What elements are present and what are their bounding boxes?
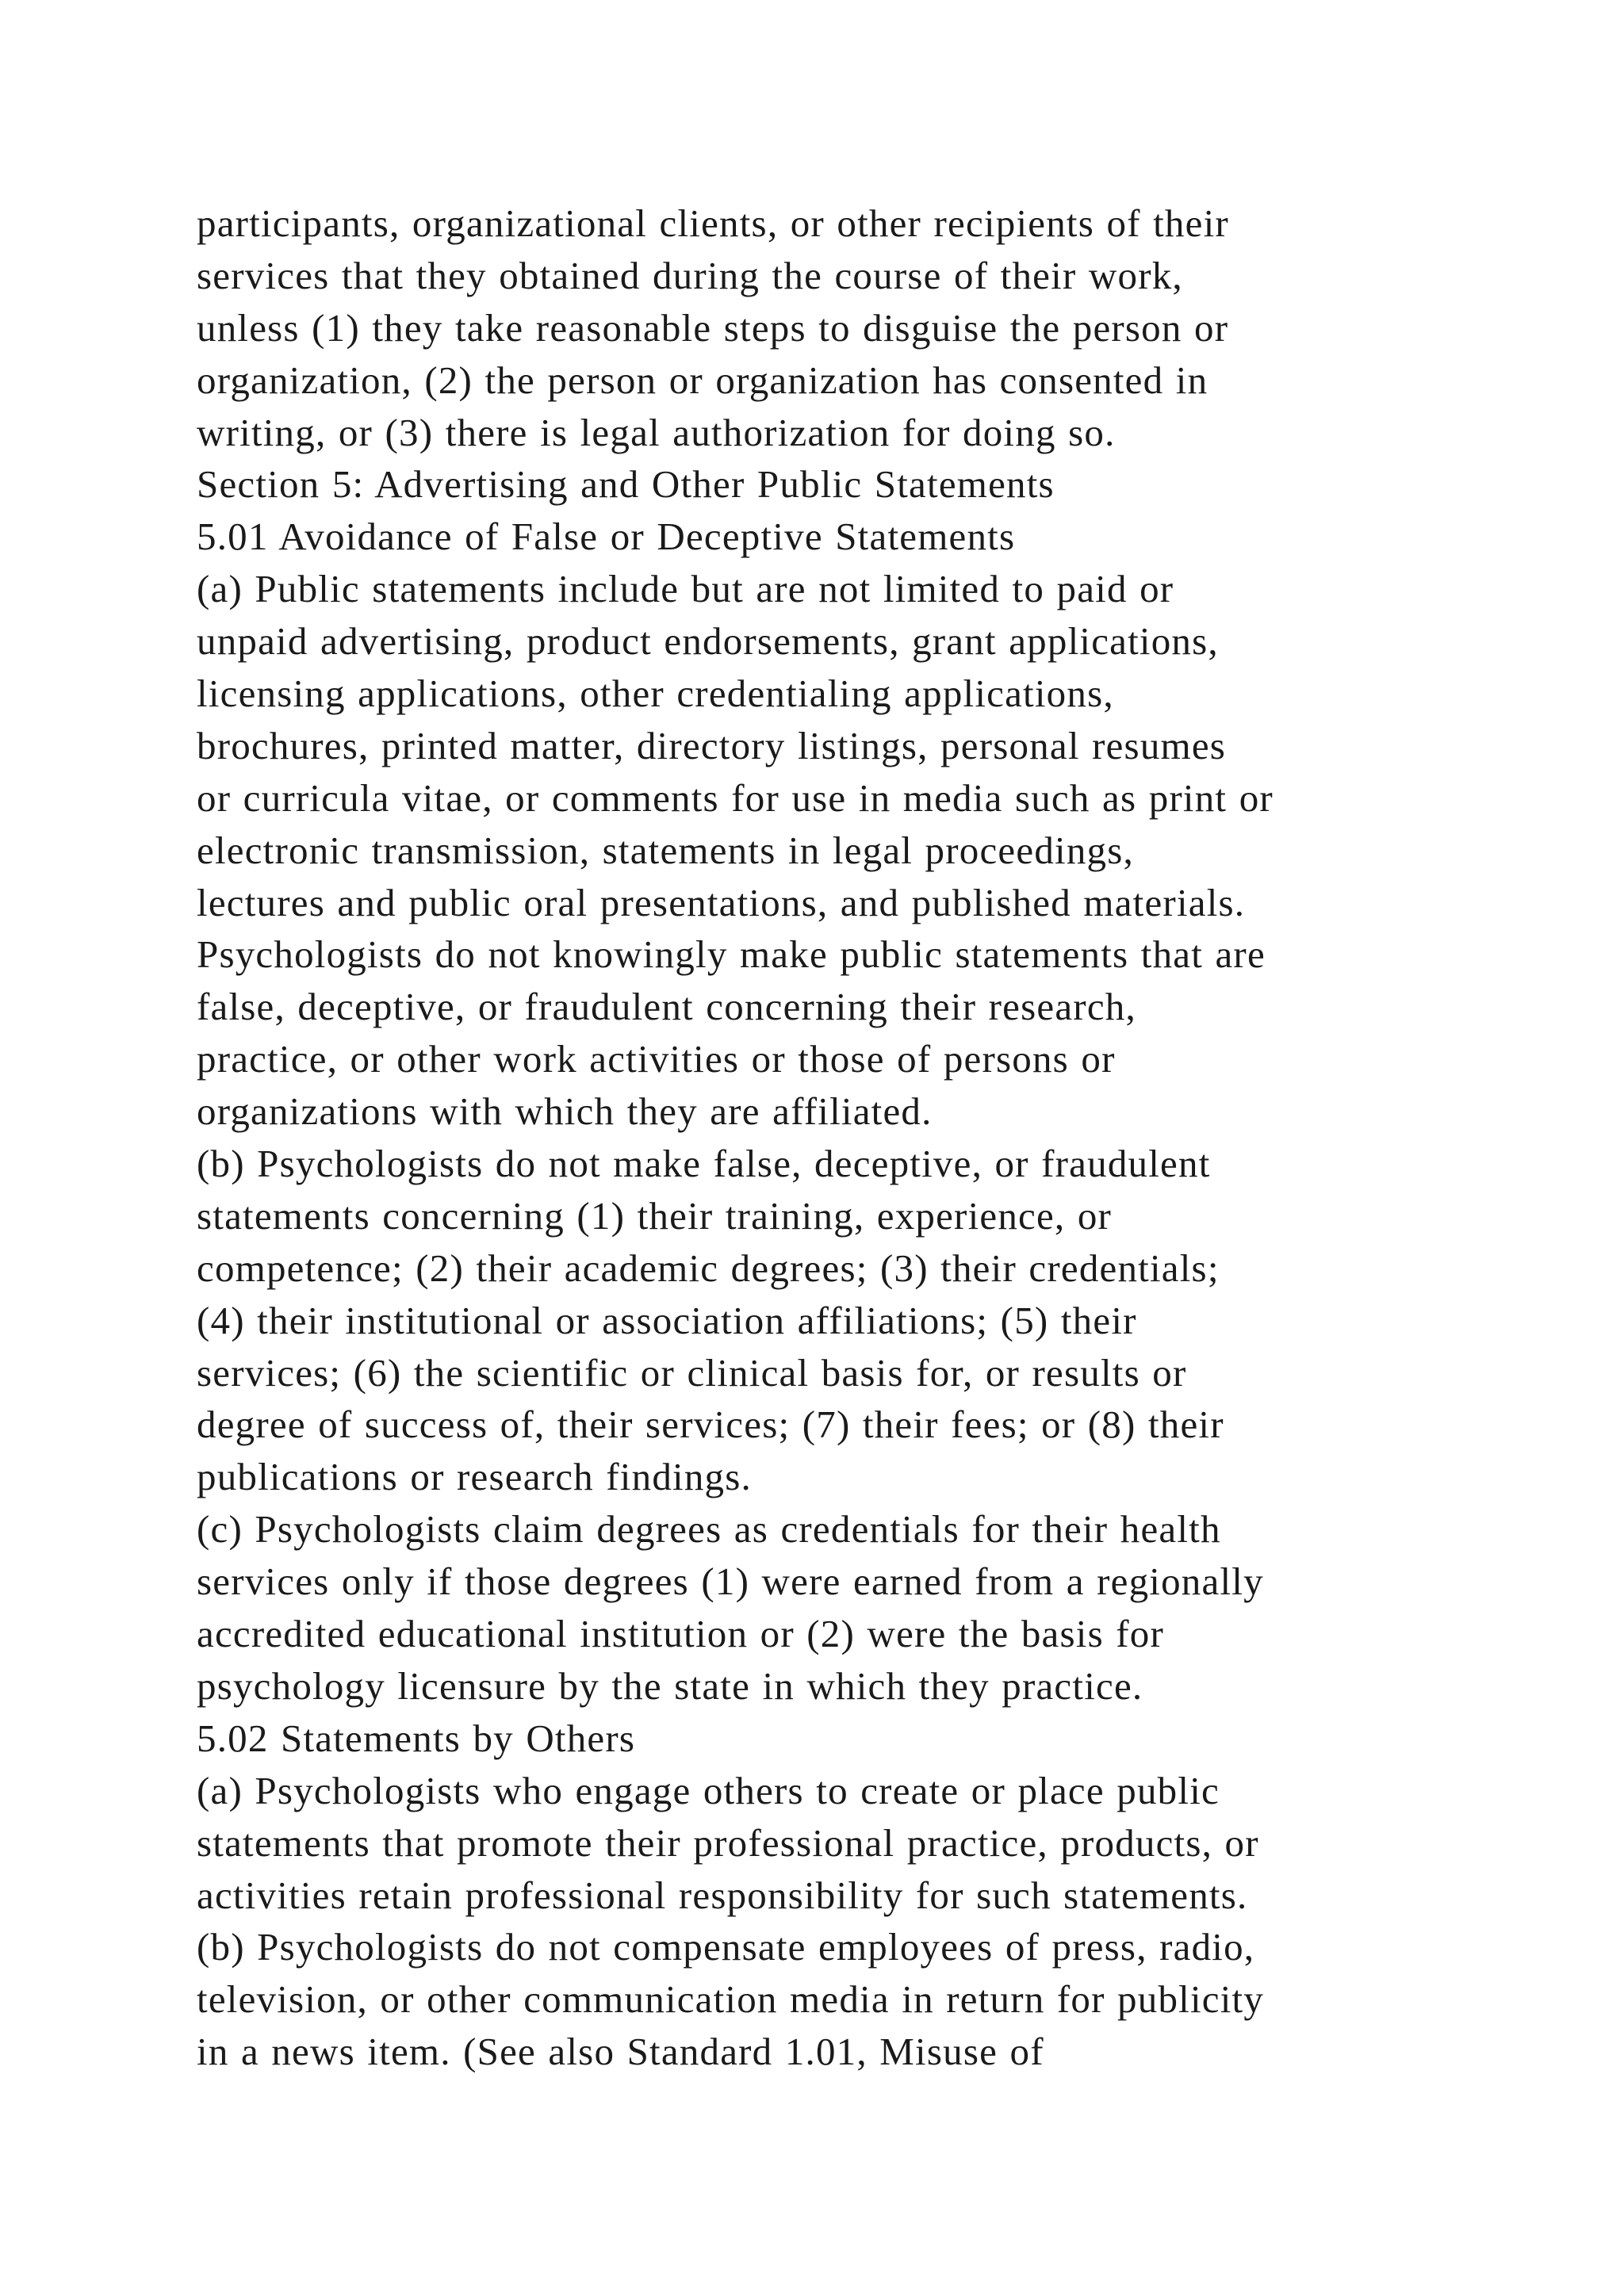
text-line: degree of success of, their services; (7) their fees; or (8) their — [197, 1402, 1224, 1447]
text-line: services that they obtained during the course of their work, — [197, 253, 1183, 297]
text-line: services; (6) the scientific or clinical basis for, or results or — [197, 1350, 1187, 1395]
text-line: unless (1) they take reasonable steps to disguise the person or — [197, 305, 1229, 350]
subsection-heading: 5.02 Statements by Others — [197, 1716, 636, 1760]
text-line: licensing applications, other credentialing applications, — [197, 672, 1114, 716]
text-line: competence; (2) their academic degrees; (3) their credentials; — [197, 1246, 1220, 1290]
text-line: or curricula vitae, or comments for use in media such as print or — [197, 775, 1274, 820]
text-line: psychology licensure by the state in which they practice. — [197, 1663, 1143, 1708]
text-line: television, or other communication media in return for publicity — [197, 1977, 1265, 2022]
text-line: Psychologists do not knowingly make public statements that are — [197, 932, 1266, 977]
text-line: statements that promote their professional practice, products, or — [197, 1820, 1259, 1865]
text-line: activities retain professional responsibility for such statements. — [197, 1873, 1248, 1917]
text-line: participants, organizational clients, or other recipients of their — [197, 201, 1229, 245]
text-line: publications or research findings. — [197, 1455, 752, 1499]
text-line: false, deceptive, or fraudulent concerning their research, — [197, 985, 1136, 1029]
text-line: organization, (2) the person or organization has consented in — [197, 358, 1208, 402]
text-line: brochures, printed matter, directory listings, personal resumes — [197, 723, 1227, 767]
text-line: (b) Psychologists do not make false, deceptive, or fraudulent — [197, 1142, 1211, 1186]
text-line: (b) Psychologists do not compensate employees of press, radio, — [197, 1925, 1255, 1969]
text-line: services only if those degrees (1) were earned from a regionally — [197, 1559, 1264, 1604]
text-line: accredited educational institution or (2) were the basis for — [197, 1612, 1165, 1656]
text-line: practice, or other work activities or those of persons or — [197, 1037, 1116, 1081]
text-line: lectures and public oral presentations, and published materials. — [197, 880, 1246, 924]
subsection-heading: 5.01 Avoidance of False or Deceptive Statements — [197, 515, 1016, 559]
text-line: unpaid advertising, product endorsements, grant applications, — [197, 619, 1219, 664]
section-heading: Section 5: Advertising and Other Public Statements — [197, 462, 1055, 507]
text-line: writing, or (3) there is legal authorization for doing so. — [197, 410, 1116, 454]
document-body — [197, 197, 1608, 2078]
text-line: (a) Public statements include but are not limited to paid or — [197, 567, 1174, 611]
text-line: organizations with which they are affiliated. — [197, 1089, 933, 1134]
text-line: statements concerning (1) their training, experience, or — [197, 1193, 1113, 1238]
text-line: (c) Psychologists claim degrees as credentials for their health — [197, 1507, 1221, 1552]
text-line: in a news item. (See also Standard 1.01, Misuse of — [197, 2030, 1044, 2074]
text-line: (a) Psychologists who engage others to create or place public — [197, 1768, 1220, 1812]
text-line: electronic transmission, statements in legal proceedings, — [197, 828, 1134, 872]
text-line: (4) their institutional or association affiliations; (5) their — [197, 1298, 1137, 1342]
